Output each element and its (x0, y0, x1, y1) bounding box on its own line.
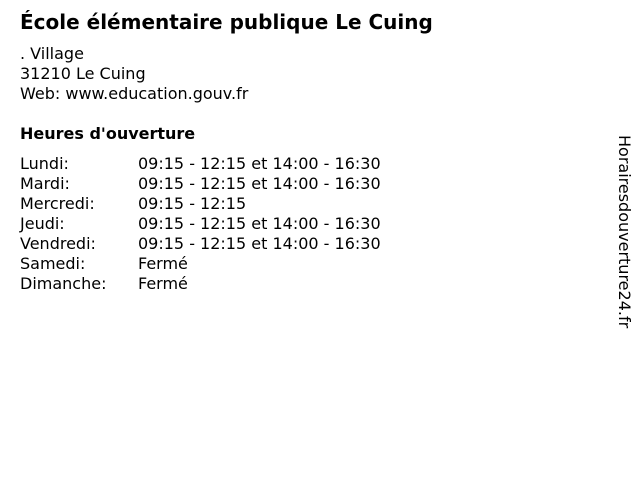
day-label: Lundi: (20, 154, 69, 173)
day-hours: Fermé (138, 254, 188, 273)
day-label: Dimanche: (20, 274, 107, 293)
website-link[interactable]: Web: www.education.gouv.fr (20, 84, 249, 103)
day-label: Samedi: (20, 254, 86, 273)
day-hours: 09:15 - 12:15 et 14:00 - 16:30 (138, 154, 381, 173)
day-hours: 09:15 - 12:15 et 14:00 - 16:30 (138, 174, 381, 193)
day-hours: 09:15 - 12:15 et 14:00 - 16:30 (138, 234, 381, 253)
day-label: Mercredi: (20, 194, 95, 213)
school-address (20, 44, 248, 104)
day-hours: 09:15 - 12:15 (138, 194, 247, 213)
day-label: Vendredi: (20, 234, 96, 253)
opening-hours-heading: Heures d'ouverture (20, 124, 196, 143)
site-watermark: Horairesdouverture24.fr (615, 135, 634, 329)
day-label: Mardi: (20, 174, 70, 193)
school-name: École élémentaire publique Le Cuing (20, 10, 433, 34)
address-city: 31210 Le Cuing (20, 64, 146, 83)
address-street: . Village (20, 44, 84, 63)
day-hours: Fermé (138, 274, 188, 293)
day-label: Jeudi: (20, 214, 65, 233)
day-hours: 09:15 - 12:15 et 14:00 - 16:30 (138, 214, 381, 233)
